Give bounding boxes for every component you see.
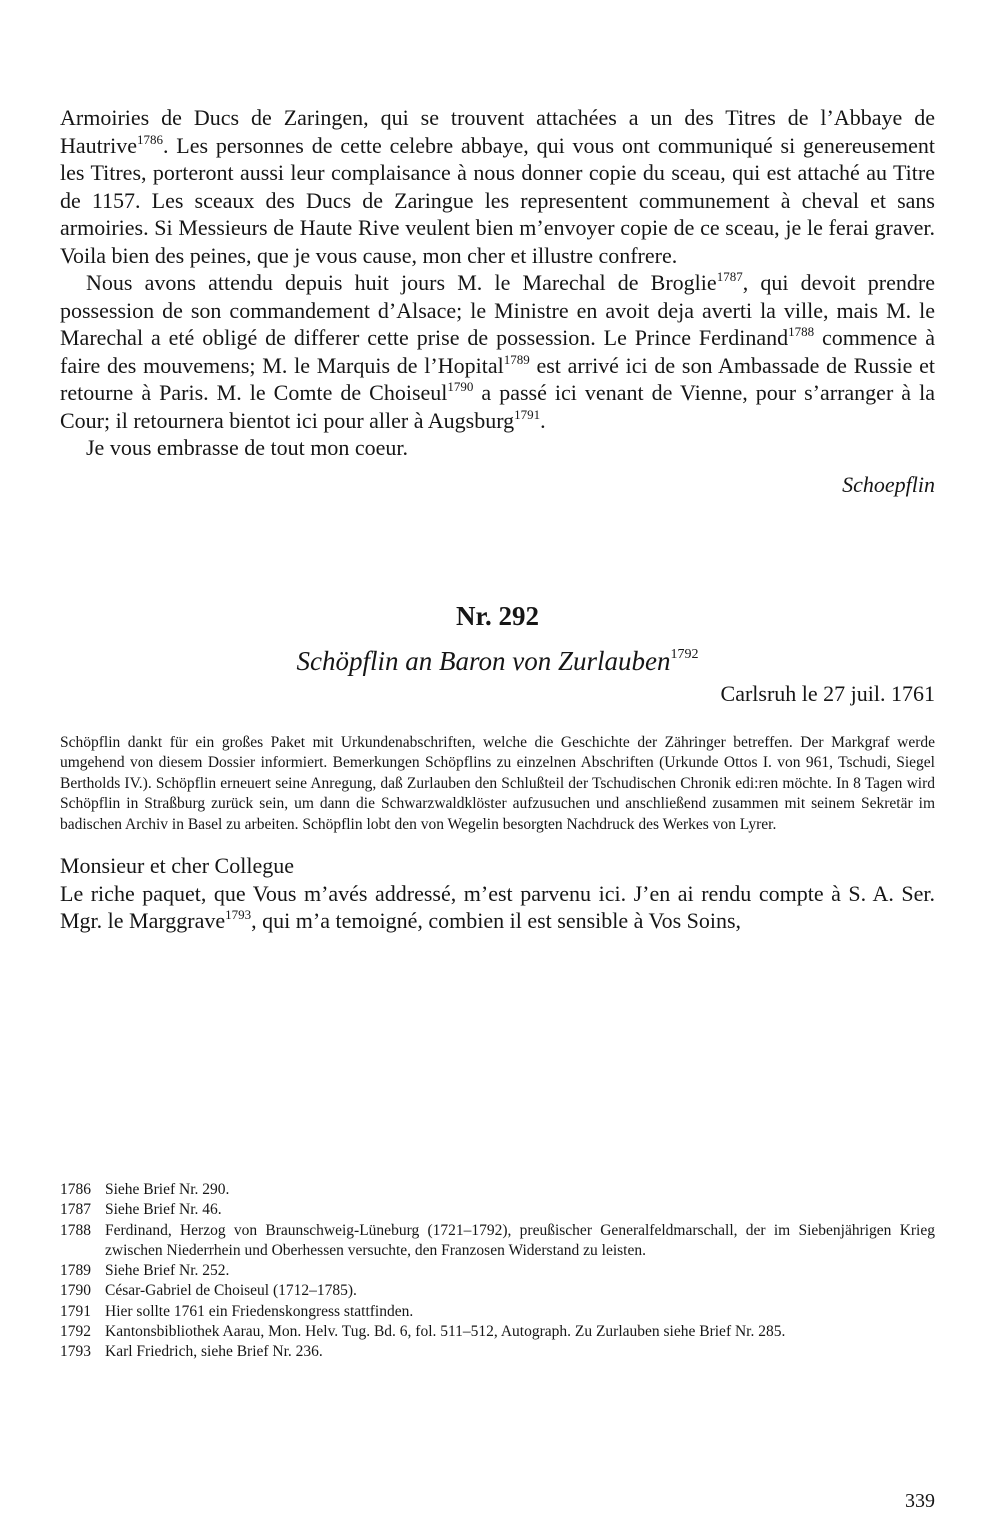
page-body — [60, 104, 935, 935]
signature: Schoepflin — [842, 471, 935, 497]
footnote-text: Ferdinand, Herzog von Braunschweig-Lüneburg (1721–1792), preußischer Generalfeldmarschall, der im Siebenjährigen Krieg zwischen Niederrhein und Oberhessen versuchte, den Franzosen Widerstand zu leisten. — [105, 1221, 935, 1259]
footnote-number: 1788 — [60, 1221, 91, 1239]
salutation: Monsieur et cher Collegue — [60, 853, 294, 878]
footnote — [60, 1261, 935, 1281]
footnote-text: Kantonsbibliothek Aarau, Mon. Helv. Tug. Bd. 6, fol. 511–512, Autograph. Zu Zurlauben siehe Brief Nr. 285. — [105, 1323, 786, 1341]
letter-title — [60, 646, 935, 677]
footnote-number: 1791 — [60, 1302, 91, 1320]
footnote-ref[interactable]: 1792 — [670, 646, 699, 662]
footnote-number: 1790 — [60, 1282, 91, 1300]
footnote — [60, 1180, 935, 1200]
footnote-ref[interactable]: 1786 — [136, 131, 163, 147]
footnote-number: 1789 — [60, 1262, 91, 1280]
footnote-ref[interactable]: 1788 — [788, 324, 815, 339]
footnote-number: 1786 — [60, 1181, 91, 1198]
letter-body — [60, 880, 935, 935]
footnote-number: 1793 — [60, 1343, 91, 1361]
letter-number: Nr. 292 — [455, 600, 539, 631]
footnote — [60, 1342, 935, 1362]
footnote — [60, 1322, 935, 1342]
footnote — [60, 1281, 935, 1301]
footnotes — [60, 1180, 935, 1363]
footnote-number: 1787 — [60, 1201, 91, 1219]
paragraph-text: . — [540, 407, 546, 433]
paragraph-1 — [60, 104, 935, 269]
footnote-text: César-Gabriel de Choiseul (1712–1785). — [105, 1282, 357, 1300]
footnote-ref[interactable]: 1791 — [514, 406, 541, 422]
footnote — [60, 1302, 935, 1322]
footnote-text: Siehe Brief Nr. 290. — [105, 1181, 230, 1198]
footnote-text: Siehe Brief Nr. 46. — [105, 1201, 222, 1219]
footnote-text: Siehe Brief Nr. 252. — [105, 1262, 230, 1280]
paragraph-3: Je vous embrasse de tout mon coeur. — [86, 435, 408, 460]
place-date: Carlsruh le 27 juil. 1761 — [720, 680, 935, 706]
footnote — [60, 1200, 935, 1220]
paragraph-text: . Les personnes de cette celebre abbaye, qui vous ont communiqué si genereusement les Titres, porteront aussi leur complaisance à nous donner copie du sceau, qui est attaché au Titre de 1157. Les sceaux des Ducs de Zaringue les representent communement à cheval et sans armoiries. Si Messieurs de Haute Rive veulent bien m’envoyer copie de ce sceau, je le ferai graver. Voila bien des peines, que je vous cause, mon cher et illustre confrere. — [60, 132, 935, 268]
footnote — [60, 1221, 935, 1262]
paragraph-text: est arrivé ici de son Ambassade de Russie et retourne à Paris. M. le Comte de Choiseul — [60, 352, 935, 405]
paragraph-text: commence à faire des mouvemens; M. le Marquis de l’Hopital — [60, 325, 935, 378]
paragraph-text: , qui m’a temoigné, combien il est sensible à Vos Soins, — [251, 908, 742, 933]
paragraph-text: a passé ici venant de Vienne, pour s’arranger à la Cour; il retournera bientot ici pour aller à Augsburg — [60, 380, 935, 433]
paragraph-text: Nous avons attendu depuis huit jours M. le Marechal de Broglie — [86, 270, 717, 295]
letter-title-text: Schöpflin an Baron von Zurlauben — [296, 645, 671, 676]
footnote-number: 1792 — [60, 1323, 91, 1341]
paragraph-text: , qui devoit prendre possession de son commandement d’Alsace; le Ministre en avoit deja averti la ville, mais M. le Marechal a eté obligé de differer cette prise de possession. Le Prince Ferdinand — [60, 270, 935, 350]
page-number: 339 — [905, 1490, 935, 1512]
footnote-text: Karl Friedrich, siehe Brief Nr. 236. — [105, 1343, 323, 1361]
letter-summary: Schöpflin dankt für ein großes Paket mit Urkundenabschriften, welche die Geschichte der Zähringer betreffen. Der Markgraf werde umgehend von diesem Dossier informiert. Bemerkungen Schöpflins zu einzelnen Abschriften (Urkunde Ottos I. von 961, Tschudi, Siegel Bertholds IV.). Schöpflin erneuert seine Anregung, daß Zurlauben den Schlußteil der Tschudischen Chronik edi:ren möchte. In 8 Tagen wird Schöpflin in Straßburg zurück sein, um dann die Schwarzwaldklöster aufzusuchen und anschließend zusammen mit seinem Sekretär im badischen Archiv in Basel zu arbeiten. Schöpflin lobt den von Wegelin besorgten Nachdruck des Werkes von Lyrer. — [60, 733, 935, 833]
paragraph-text: Le riche paquet, que Vous m’avés addressé, m’est parvenu ici. J’en ai rendu compte à S. A. Ser. Mgr. le Marggrave — [60, 880, 935, 933]
footnote-ref[interactable]: 1790 — [447, 379, 474, 394]
footnote-text: Hier sollte 1761 ein Friedenskongress stattfinden. — [105, 1302, 414, 1320]
paragraph-text: Armoiries de Ducs de Zaringen, qui se trouvent attachées a un des Titres de l’Abbaye de Hautrive — [60, 105, 935, 158]
footnote-ref[interactable]: 1789 — [503, 351, 530, 367]
footnote-ref[interactable]: 1787 — [716, 269, 743, 284]
paragraph-2 — [60, 269, 935, 434]
footnote-ref[interactable]: 1793 — [225, 907, 252, 922]
